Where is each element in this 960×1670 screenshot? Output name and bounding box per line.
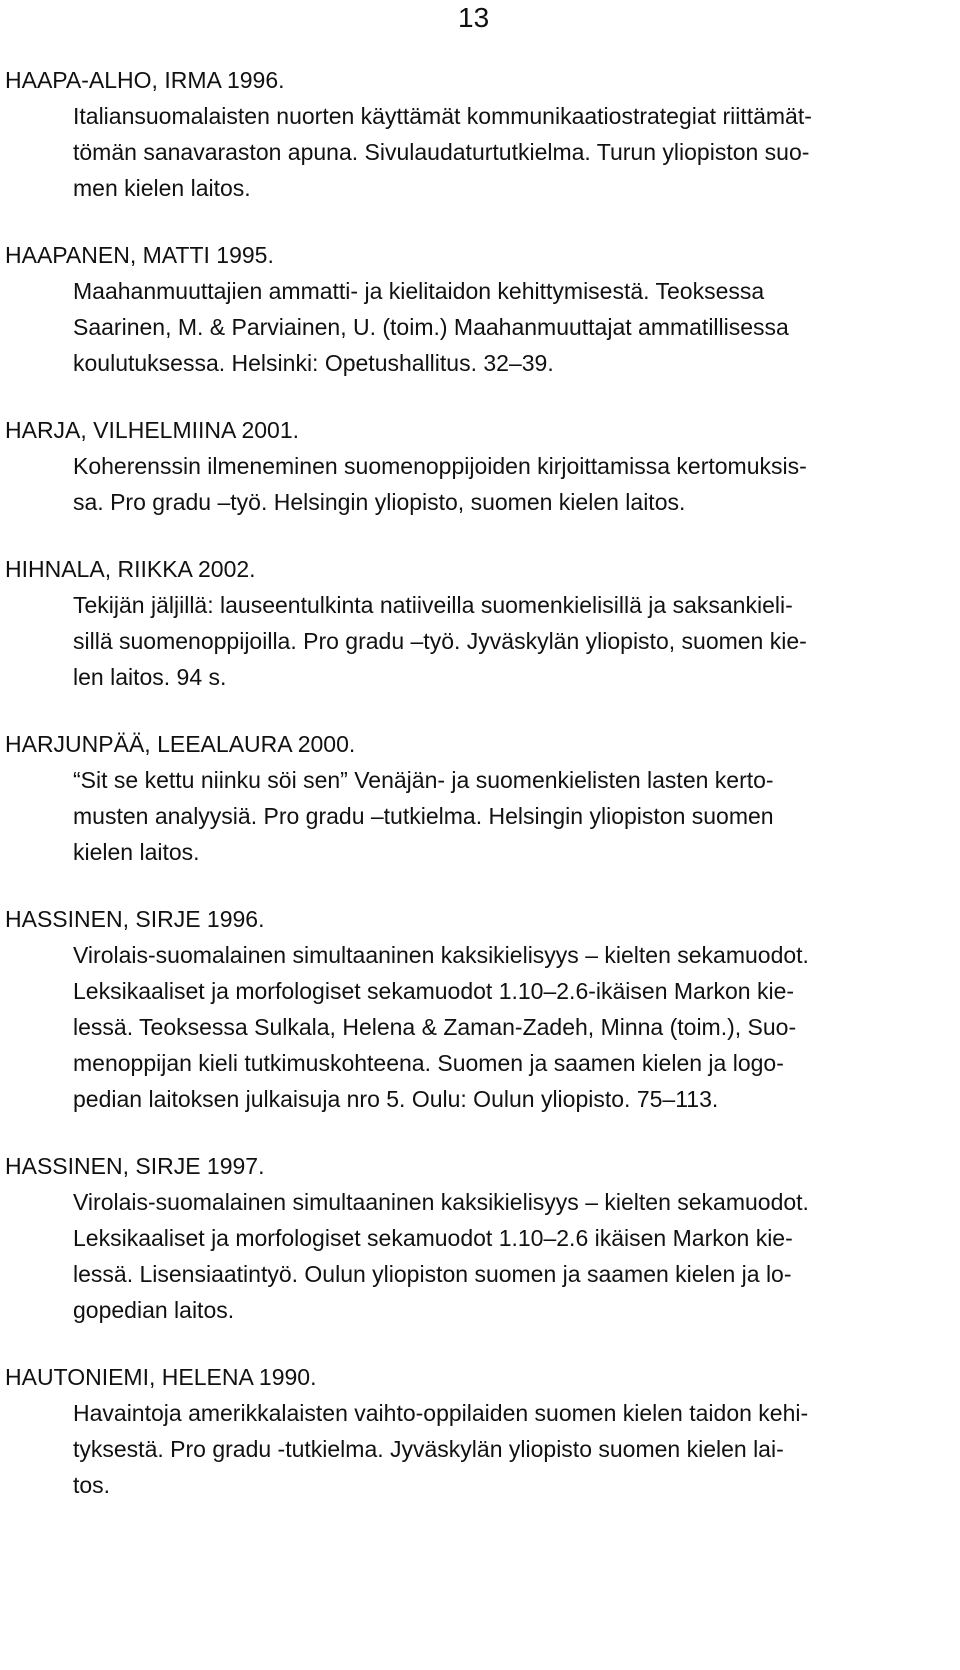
entry-text-line: menoppijan kieli tutkimuskohteena. Suomen ja saamen kielen ja logo-	[73, 1050, 784, 1076]
entry-author: HASSINEN, SIRJE 1997.	[5, 1153, 265, 1179]
entry-text-line: sa. Pro gradu –työ. Helsingin yliopisto, suomen kielen laitos.	[73, 489, 686, 515]
bibliography-list	[0, 62, 960, 1534]
entry-text-line: Tekijän jäljillä: lauseentulkinta natiiveilla suomenkielisillä ja saksankieli-	[73, 592, 793, 618]
entry-text-line: Havaintoja amerikkalaisten vaihto-oppilaiden suomen kielen taidon kehi-	[73, 1400, 809, 1426]
entry-text-line: Koherenssin ilmeneminen suomenoppijoiden kirjoittamissa kertomuksis-	[73, 453, 807, 479]
bibliography-entry	[0, 726, 960, 870]
entry-text-line: Leksikaaliset ja morfologiset sekamuodot 1.10–2.6-ikäisen Markon kie-	[73, 978, 795, 1004]
entry-author: HAAPANEN, MATTI 1995.	[5, 242, 274, 268]
entry-text-line: len laitos. 94 s.	[73, 664, 227, 690]
page-number: 13	[458, 2, 490, 33]
entry-text-line: “Sit se kettu niinku söi sen” Venäjän- ja suomenkielisten lasten kerto-	[73, 767, 774, 793]
entry-author: HAAPA-ALHO, IRMA 1996.	[5, 67, 285, 93]
entry-text-line: Virolais-suomalainen simultaaninen kaksikielisyys – kielten sekamuodot.	[73, 942, 809, 968]
entry-text-line: gopedian laitos.	[73, 1297, 235, 1323]
entry-author: HIHNALA, RIIKKA 2002.	[5, 556, 256, 582]
entry-author: HARJA, VILHELMIINA 2001.	[5, 417, 300, 443]
entry-text-line: pedian laitoksen julkaisuja nro 5. Oulu: Oulun yliopisto. 75–113.	[73, 1086, 719, 1112]
entry-text-line: Virolais-suomalainen simultaaninen kaksikielisyys – kielten sekamuodot.	[73, 1189, 809, 1215]
entry-text-line: tos.	[73, 1472, 111, 1498]
bibliography-entry	[0, 551, 960, 695]
entry-text-line: sillä suomenoppijoilla. Pro gradu –työ. Jyväskylän yliopisto, suomen kie-	[73, 628, 807, 654]
entry-text-line: tömän sanavaraston apuna. Sivulaudaturtutkielma. Turun yliopiston suo-	[73, 139, 810, 165]
entry-text-line: koulutuksessa. Helsinki: Opetushallitus. 32–39.	[73, 350, 554, 376]
entry-text-line: Italiansuomalaisten nuorten käyttämät kommunikaatiostrategiat riittämät-	[73, 103, 812, 129]
bibliography-entry	[0, 62, 960, 206]
entry-text-line: lessä. Teoksessa Sulkala, Helena & Zaman-Zadeh, Minna (toim.), Suo-	[73, 1014, 797, 1040]
entry-author: HASSINEN, SIRJE 1996.	[5, 906, 265, 932]
bibliography-entry	[0, 901, 960, 1117]
bibliography-entry	[0, 1148, 960, 1328]
entry-text-line: kielen laitos.	[73, 839, 200, 865]
entry-text-line: Saarinen, M. & Parviainen, U. (toim.) Maahanmuuttajat ammatillisessa	[73, 314, 789, 340]
entry-author: HARJUNPÄÄ, LEEALAURA 2000.	[5, 731, 356, 757]
entry-text-line: Leksikaaliset ja morfologiset sekamuodot 1.10–2.6 ikäisen Markon kie-	[73, 1225, 793, 1251]
entry-text-line: men kielen laitos.	[73, 175, 251, 201]
bibliography-entry	[0, 237, 960, 381]
entry-text-line: lessä. Lisensiaatintyö. Oulun yliopiston suomen ja saamen kielen ja lo-	[73, 1261, 792, 1287]
entry-author: HAUTONIEMI, HELENA 1990.	[5, 1364, 317, 1390]
entry-text-line: musten analyysiä. Pro gradu –tutkielma. Helsingin yliopiston suomen	[73, 803, 774, 829]
entry-text-line: Maahanmuuttajien ammatti- ja kielitaidon kehittymisestä. Teoksessa	[73, 278, 765, 304]
bibliography-entry	[0, 1359, 960, 1503]
bibliography-entry	[0, 412, 960, 520]
entry-text-line: tyksestä. Pro gradu -tutkielma. Jyväskylän yliopisto suomen kielen lai-	[73, 1436, 784, 1462]
